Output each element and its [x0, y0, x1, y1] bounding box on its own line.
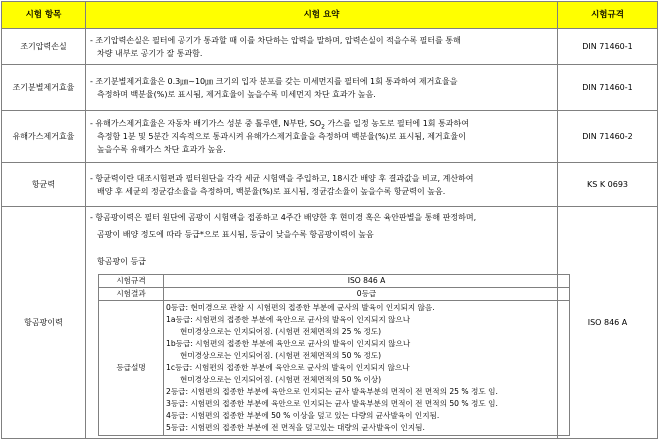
grade-line: 1a등급: 시험편의 접종한 부분에 육안으로 균사의 발육이 인지되지 않으나 — [166, 315, 411, 324]
row-item: 항곰팡이력 — [2, 207, 86, 439]
grade-line: 3등급: 시험편의 접종한 부분에 육안으로 인지되는 균사 발육부분의 면적이 전 면적의 50 % 정도 임. — [166, 399, 498, 408]
row-item: 항균력 — [2, 163, 86, 207]
summary-line: 측정하며 백분율(%)로 표시됨, 제거효율이 높을수록 미세먼지 차단 효과가 높음. — [97, 89, 376, 99]
grade-line: 1c등급: 시험편의 접종한 부분에 육안으로 균사의 발육이 인지되지 않으나 — [166, 363, 410, 372]
table-row — [2, 207, 658, 439]
row-summary — [86, 29, 558, 65]
grade-list — [166, 302, 567, 434]
inner-row — [99, 288, 570, 301]
grade-table — [98, 274, 570, 436]
summary-line — [90, 117, 553, 130]
summary-line: 측정함 1분 및 5분간 지속적으로 통과시켜 유해가스제거효율을 측정하며 백분율(%)로 표시됨, 제거효율이 — [97, 132, 466, 141]
grade-line: 4등급: 시험편의 접종한 부분에 50 % 이상을 덮고 있는 다량의 균사발육이 인지됨. — [166, 411, 440, 420]
header-standard: 시험규격 — [558, 2, 658, 29]
row-standard: DIN 71460-1 — [558, 29, 658, 65]
result-label: 시험결과 — [99, 288, 164, 301]
row-standard: DIN 71460-1 — [558, 65, 658, 111]
grade-line: 0등급: 현미경으로 관찰 시 시험편의 접종한 부분에 균사의 발육이 인지되지 않음. — [166, 303, 435, 312]
spacer — [90, 243, 553, 255]
grade-descriptions — [164, 301, 570, 436]
row-item: 조기분별제거효율 — [2, 65, 86, 111]
summary-line: - 항곰팡이력은 필터 원단에 곰팡이 시험액을 접종하고 4주간 배양한 후 현미경 혹은 육안판별을 통해 판정하며, — [90, 213, 477, 222]
grade-line: 현미경상으로는 인지되어짐. (시험편 전체면적의 50 % 이상) — [180, 375, 382, 384]
row-summary — [86, 163, 558, 207]
table-row — [2, 111, 658, 163]
row-item: 유해가스제거효율 — [2, 111, 86, 163]
summary-line: - 조기압력손실은 필터에 공기가 통과할 때 이를 차단하는 압력을 말하며, 압력손실이 적을수록 필터를 통해 — [90, 35, 461, 45]
result-value: 0등급 — [164, 288, 570, 301]
inner-row — [99, 275, 570, 288]
spec-label: 시험규격 — [99, 275, 164, 288]
subscript-text: 2 — [321, 123, 325, 130]
summary-line: - 항균력이란 대조시험편과 필터원단을 각각 세균 시험액을 주입하고, 18시간 배양 후 결과값을 비교, 계산하여 — [90, 173, 474, 183]
header-row — [2, 2, 658, 29]
spec-value: ISO 846 A — [164, 275, 570, 288]
grade-line: 5등급: 시험편의 접종한 부분에 전 면적을 덮고있는 대량의 균사발육이 인지됨. — [166, 423, 425, 432]
summary-line: 차량 내부로 공기가 잘 통과함. — [97, 48, 203, 58]
table-row — [2, 163, 658, 207]
summary-line: - 조기분별제거효율은 0.3㎛~10㎛ 크기의 입자 분포를 갖는 미세먼지를 필터에 1회 통과하여 제거효율을 — [90, 76, 458, 86]
table-row — [2, 65, 658, 111]
summary-line: 곰팡이 배양 정도에 따라 등급*으로 표시됨, 등급이 낮을수록 항곰팡이력이 높음 — [97, 230, 374, 239]
row-standard: KS K 0693 — [558, 163, 658, 207]
summary-line: 높을수록 유해가스 차단 효과가 높음. — [97, 145, 226, 154]
grade-label: 등급설명 — [99, 301, 164, 436]
row-standard: DIN 71460-2 — [558, 111, 658, 163]
grade-line: 현미경상으로는 인지되어짐. (시험편 전체면적의 50 % 정도) — [180, 351, 382, 360]
grade-line: 1b등급: 시험편의 접종한 부분에 육안으로 균사의 발육이 인지되지 않으나 — [166, 339, 411, 348]
row-standard: ISO 846 A — [558, 207, 658, 439]
summary-line-end: 가스를 일정 농도로 필터에 1회 통과하여 — [324, 119, 469, 128]
summary-line-start: - 유해가스제거효율은 자동차 배기가스 성분 중 톨루엔, N부탄, SO — [90, 119, 322, 128]
test-items-table — [1, 1, 658, 439]
grade-line: 2등급: 시험편의 접종한 부분에 육안으로 인지되는 균사 발육부분의 면적이 전 면적의 25 % 정도 임. — [166, 387, 498, 396]
table-row — [2, 29, 658, 65]
grade-subtitle: 항곰팡이 등급 — [97, 257, 146, 266]
row-summary — [86, 111, 558, 163]
header-summary: 시험 요약 — [86, 2, 558, 29]
row-summary — [86, 207, 558, 439]
row-summary — [86, 65, 558, 111]
row-item: 조기압력손실 — [2, 29, 86, 65]
grade-line: 현미경상으로는 인지되어짐. (시험편 전체면적의 25 % 정도) — [180, 327, 382, 336]
summary-line: 배양 후 세균의 정균감소율을 측정하며, 백분율(%)로 표시됨, 정균감소율이 높을수록 항균력이 높음. — [97, 186, 446, 196]
header-item: 시험 항목 — [2, 2, 86, 29]
inner-row — [99, 301, 570, 436]
